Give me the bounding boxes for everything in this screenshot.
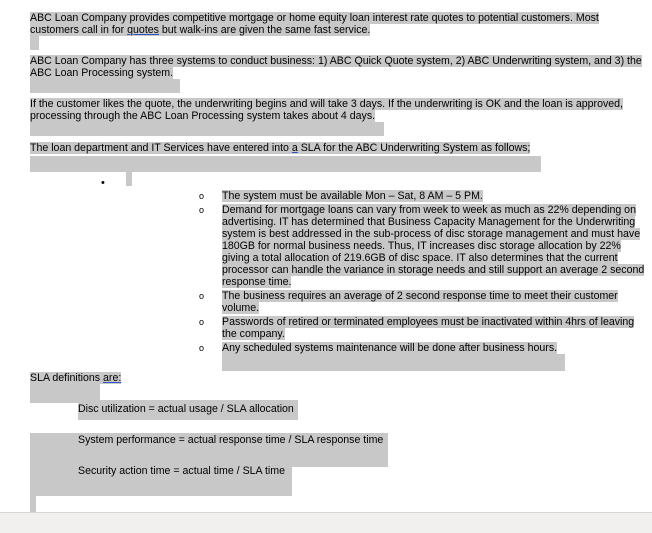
sub-bullet-marker: o bbox=[199, 317, 205, 327]
sub-bullet-marker: o bbox=[199, 291, 205, 301]
bullet-marker: • bbox=[101, 177, 105, 189]
list-item-text: Passwords of retired or terminated employees must be inactivated within 4hrs of leaving the company. bbox=[222, 316, 635, 340]
sla-definitions-text: SLA definitions bbox=[30, 372, 104, 384]
list-item-maintenance bbox=[222, 342, 650, 354]
paragraph-intro bbox=[30, 12, 648, 36]
list-item-availability bbox=[222, 190, 650, 202]
a-link[interactable]: a bbox=[291, 142, 298, 154]
definition-disc-utilization: Disc utilization = actual usage / SLA allocation bbox=[78, 403, 294, 415]
sub-bullet-marker: o bbox=[199, 191, 205, 201]
sub-bullet-marker: o bbox=[199, 343, 205, 353]
paragraph-intro-text-end: but walk-ins are given the same fast service. bbox=[158, 24, 371, 36]
paragraph-sla-text: The loan department and IT Services have entered into bbox=[30, 142, 292, 154]
paragraph-intro-text: ABC Loan Company provides competitive mortgage or home equity loan interest rate quotes to potential customers. Most customers call in for bbox=[30, 12, 599, 36]
list-item-response-time bbox=[222, 290, 650, 314]
list-item-text: The business requires an average of 2 second response time to meet their customer volume. bbox=[222, 290, 618, 314]
are-link[interactable]: are: bbox=[103, 372, 122, 384]
paragraph-systems bbox=[30, 55, 648, 79]
list-item-text: The system must be available Mon – Sat, 8 AM – 5 PM. bbox=[222, 190, 483, 202]
paragraph-process-text: If the customer likes the quote, the underwriting begins and will take 3 days. If the underwriting is OK and the loan is approved, processing through the ABC Loan Processing system takes about 4 days. bbox=[30, 98, 623, 122]
quotes-link[interactable]: quotes bbox=[127, 24, 159, 36]
list-item-text: Any scheduled systems maintenance will be done after business hours. bbox=[222, 342, 558, 354]
definition-system-performance: System performance = actual response time / SLA response time bbox=[78, 434, 384, 446]
window-bottom-bar bbox=[0, 512, 652, 533]
paragraph-systems-text: ABC Loan Company has three systems to conduct business: 1) ABC Quick Quote system, 2) ABC Underwriting system, and 3) the ABC Loan Processing system. bbox=[30, 55, 642, 79]
sub-bullet-marker: o bbox=[199, 205, 205, 215]
paragraph-process bbox=[30, 98, 648, 122]
definition-security-action-time: Security action time = actual time / SLA time bbox=[78, 465, 285, 477]
list-item-capacity bbox=[222, 204, 650, 288]
list-item-text: Demand for mortgage loans can vary from week to week as much as 22% depending on advertising. IT has determined that Business Capacity Management for the Underwriting system is best addressed in the sub-process of disc storage management and must have 180GB for normal business needs. Thus, IT increases disc storage allocation by 22% giving a total allocation of 219.6GB of disc space. IT also determines that the current processor can handle the variance in storage needs and still support an average 2 second response time. bbox=[222, 204, 645, 288]
paragraph-sla bbox=[30, 142, 648, 154]
list-item-passwords bbox=[222, 316, 650, 340]
sla-definitions-heading bbox=[30, 372, 648, 384]
paragraph-sla-text-end: SLA for the ABC Underwriting System as follows; bbox=[297, 142, 531, 154]
